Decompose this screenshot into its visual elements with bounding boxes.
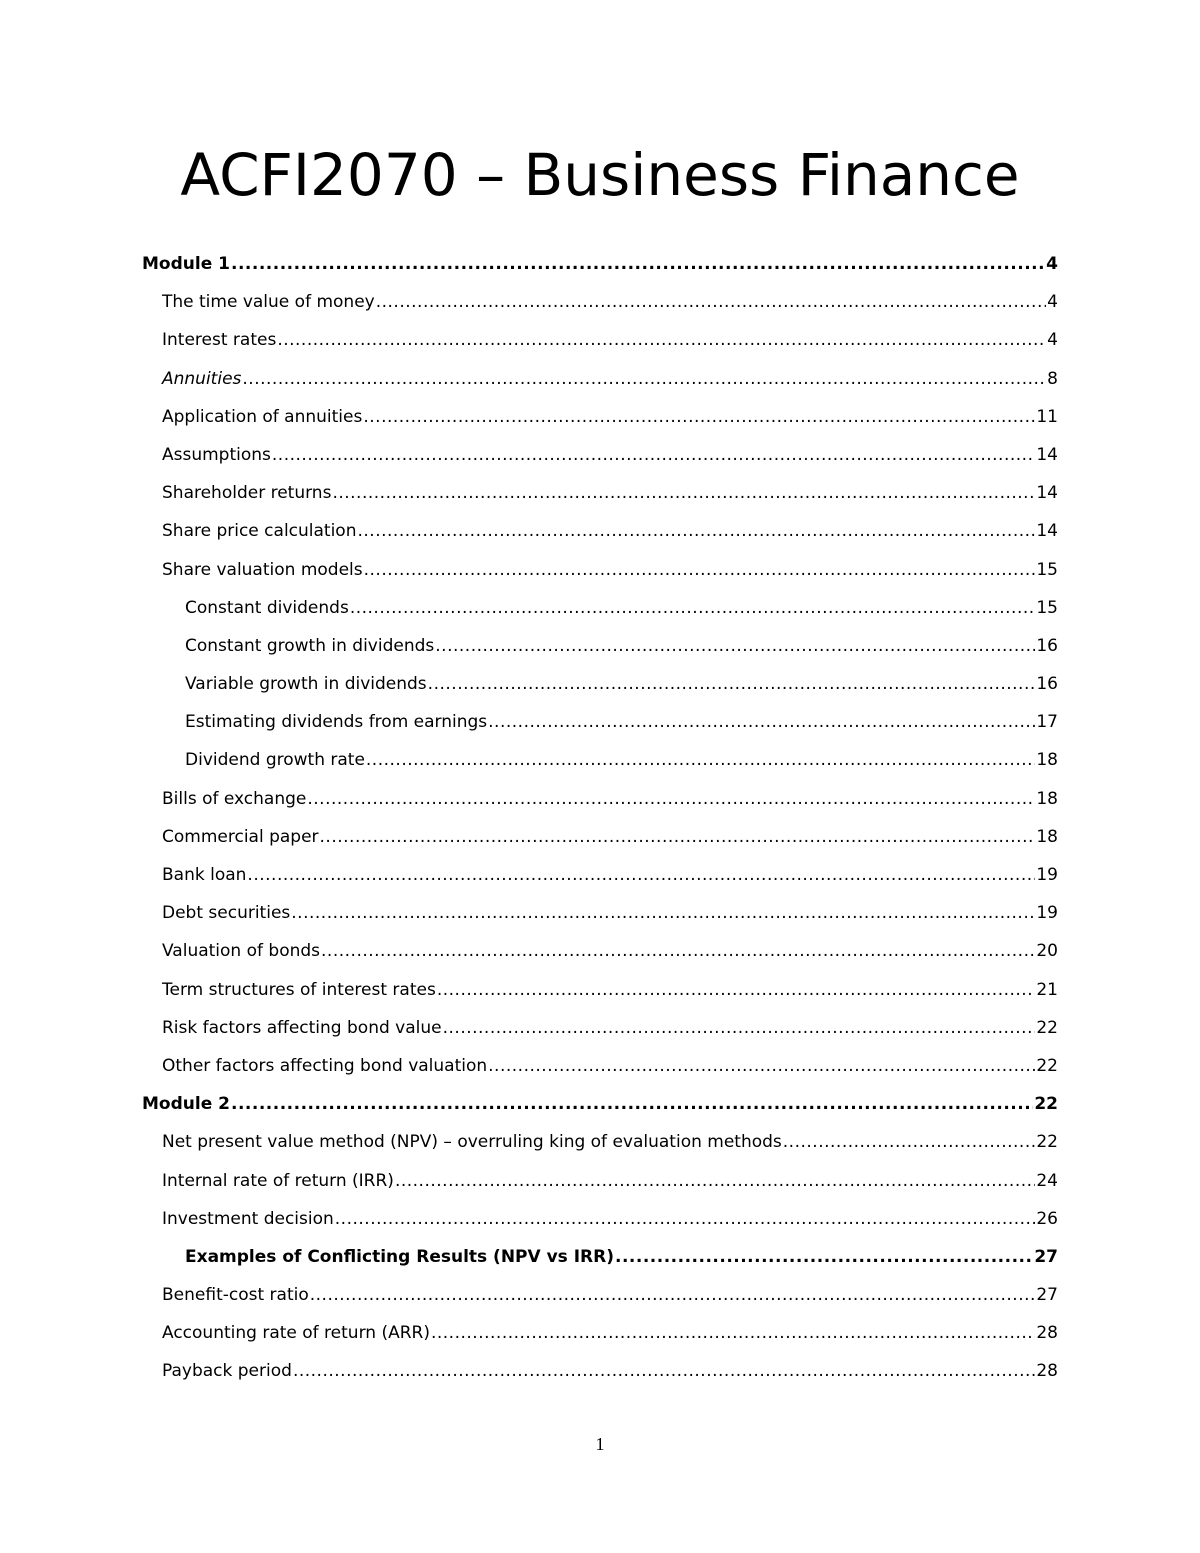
- toc-dot-leader: [395, 1164, 1035, 1198]
- toc-entry-page: 4: [1047, 292, 1058, 313]
- toc-entry-page: 8: [1047, 368, 1058, 389]
- toc-entry-page: 15: [1036, 559, 1058, 580]
- toc-entry[interactable]: [142, 1164, 1058, 1202]
- toc-dot-leader: [783, 1125, 1036, 1159]
- toc-dot-leader: [615, 1240, 1033, 1274]
- toc-entry-page: 14: [1036, 483, 1058, 504]
- toc-entry-page: 22: [1036, 1132, 1058, 1153]
- toc-dot-leader: [310, 1278, 1036, 1312]
- toc-entry[interactable]: [142, 743, 1058, 781]
- toc-entry-label: Annuities: [162, 368, 242, 389]
- toc-entry-label: Payback period: [162, 1361, 292, 1382]
- toc-entry[interactable]: [142, 1125, 1058, 1163]
- toc-entry-label: Shareholder returns: [162, 483, 332, 504]
- toc-entry-page: 27: [1036, 1285, 1058, 1306]
- toc-entry[interactable]: [142, 782, 1058, 820]
- toc-entry[interactable]: [142, 514, 1058, 552]
- toc-dot-leader: [488, 705, 1035, 739]
- toc-entry[interactable]: [142, 553, 1058, 591]
- toc-entry-label: Valuation of bonds: [162, 941, 321, 962]
- toc-dot-leader: [437, 973, 1036, 1007]
- toc-entry-page: 27: [1034, 1246, 1058, 1267]
- toc-entry-label: Bank loan: [162, 865, 247, 885]
- toc-dot-leader: [320, 820, 1036, 854]
- toc-entry-page: 22: [1036, 1017, 1058, 1038]
- toc-entry[interactable]: [142, 1240, 1058, 1278]
- toc-dot-leader: [443, 1011, 1036, 1045]
- toc-entry-page: 11: [1036, 406, 1058, 427]
- toc-entry-label: Benefit-cost ratio: [162, 1285, 309, 1306]
- toc-dot-leader: [231, 1087, 1033, 1121]
- toc-entry-label: Term structures of interest rates: [162, 979, 436, 1000]
- toc-entry[interactable]: [142, 629, 1058, 667]
- toc-entry[interactable]: [142, 1278, 1058, 1316]
- toc-entry[interactable]: [142, 1202, 1058, 1240]
- toc-entry[interactable]: [142, 1354, 1058, 1392]
- toc-dot-leader: [332, 476, 1035, 510]
- toc-entry-label: Internal rate of return (IRR): [162, 1170, 394, 1191]
- toc-entry-page: 4: [1047, 330, 1058, 351]
- toc-entry-page: 19: [1036, 865, 1058, 885]
- toc-dot-leader: [247, 858, 1035, 892]
- toc-dot-leader: [428, 667, 1036, 701]
- toc-entry[interactable]: [142, 476, 1058, 514]
- toc-entry-page: 20: [1036, 941, 1058, 962]
- toc-entry-label: Module 2: [142, 1094, 230, 1115]
- toc-entry[interactable]: [142, 705, 1058, 743]
- toc-entry[interactable]: [142, 1011, 1058, 1049]
- toc-dot-leader: [231, 247, 1045, 281]
- toc-entry[interactable]: [142, 400, 1058, 438]
- toc-entry-label: Dividend growth rate: [185, 750, 365, 771]
- toc-dot-leader: [435, 629, 1035, 663]
- toc-dot-leader: [488, 1049, 1035, 1083]
- toc-entry-page: 18: [1036, 750, 1058, 771]
- toc-entry-page: 16: [1036, 635, 1058, 656]
- toc-entry[interactable]: [142, 362, 1058, 400]
- toc-dot-leader: [366, 743, 1035, 777]
- page-number: 1: [595, 1434, 605, 1454]
- toc-entry-label: Net present value method (NPV) – overruling king of evaluation methods: [162, 1132, 782, 1153]
- toc-entry-page: 15: [1036, 597, 1058, 618]
- toc-entry-label: Constant growth in dividends: [185, 635, 435, 656]
- toc-entry[interactable]: [142, 973, 1058, 1011]
- toc-dot-leader: [358, 514, 1036, 548]
- toc-entry-label: Share price calculation: [162, 521, 357, 542]
- toc-entry-label: Constant dividends: [185, 597, 349, 618]
- toc-entry-label: Commercial paper: [162, 826, 319, 847]
- toc-dot-leader: [321, 934, 1035, 968]
- toc-entry[interactable]: [142, 1316, 1058, 1354]
- toc-entry-page: 26: [1036, 1208, 1058, 1229]
- toc-entry[interactable]: [142, 1087, 1058, 1125]
- toc-entry-label: Variable growth in dividends: [185, 674, 427, 695]
- document-title: ACFI2070 – Business Finance: [180, 141, 1020, 209]
- toc-dot-leader: [293, 1354, 1035, 1388]
- toc-entry-page: 17: [1036, 712, 1058, 733]
- toc-entry-label: Investment decision: [162, 1208, 334, 1229]
- toc-entry[interactable]: [142, 896, 1058, 934]
- toc-entry-page: 4: [1046, 254, 1058, 274]
- toc-entry-page: 14: [1036, 521, 1058, 542]
- toc-entry[interactable]: [142, 820, 1058, 858]
- toc-entry[interactable]: [142, 247, 1058, 285]
- table-of-contents: [142, 247, 1058, 1393]
- toc-dot-leader: [277, 323, 1046, 357]
- toc-entry-page: 28: [1036, 1323, 1058, 1344]
- toc-entry-label: Bills of exchange: [162, 788, 307, 809]
- toc-entry-label: Assumptions: [162, 444, 271, 465]
- toc-entry-page: 18: [1036, 826, 1058, 847]
- toc-entry[interactable]: [142, 858, 1058, 896]
- toc-entry-label: Examples of Conflicting Results (NPV vs IRR): [185, 1246, 614, 1267]
- toc-entry-page: 21: [1036, 979, 1058, 1000]
- toc-entry-label: Estimating dividends from earnings: [185, 712, 488, 733]
- toc-entry-page: 24: [1036, 1170, 1058, 1191]
- toc-entry[interactable]: [142, 667, 1058, 705]
- toc-entry-label: Share valuation models: [162, 559, 363, 580]
- toc-entry-label: Module 1: [142, 254, 230, 274]
- toc-dot-leader: [307, 782, 1035, 816]
- toc-dot-leader: [291, 896, 1035, 930]
- toc-dot-leader: [363, 400, 1035, 434]
- toc-dot-leader: [242, 362, 1046, 396]
- toc-dot-leader: [272, 438, 1035, 472]
- toc-entry[interactable]: [142, 591, 1058, 629]
- toc-dot-leader: [364, 553, 1036, 587]
- toc-entry-page: 14: [1036, 444, 1058, 465]
- toc-entry-label: Accounting rate of return (ARR): [162, 1323, 430, 1344]
- toc-entry[interactable]: [142, 1049, 1058, 1087]
- toc-entry-page: 18: [1036, 788, 1058, 809]
- toc-entry[interactable]: [142, 323, 1058, 361]
- toc-dot-leader: [431, 1316, 1035, 1350]
- toc-entry[interactable]: [142, 285, 1058, 323]
- toc-entry-page: 16: [1036, 674, 1058, 695]
- toc-dot-leader: [335, 1202, 1036, 1236]
- toc-entry-label: The time value of money: [162, 292, 375, 313]
- toc-entry-label: Debt securities: [162, 903, 291, 924]
- toc-entry-page: 28: [1036, 1361, 1058, 1382]
- toc-entry-label: Risk factors affecting bond value: [162, 1017, 442, 1038]
- toc-dot-leader: [376, 285, 1046, 319]
- toc-entry-label: Other factors affecting bond valuation: [162, 1055, 488, 1076]
- toc-entry-label: Application of annuities: [162, 406, 363, 427]
- toc-entry-page: 22: [1036, 1055, 1058, 1076]
- toc-entry-page: 19: [1036, 903, 1058, 924]
- toc-dot-leader: [350, 591, 1036, 625]
- toc-entry-page: 22: [1034, 1094, 1058, 1115]
- toc-entry[interactable]: [142, 438, 1058, 476]
- toc-entry[interactable]: [142, 934, 1058, 972]
- toc-entry-label: Interest rates: [162, 330, 277, 351]
